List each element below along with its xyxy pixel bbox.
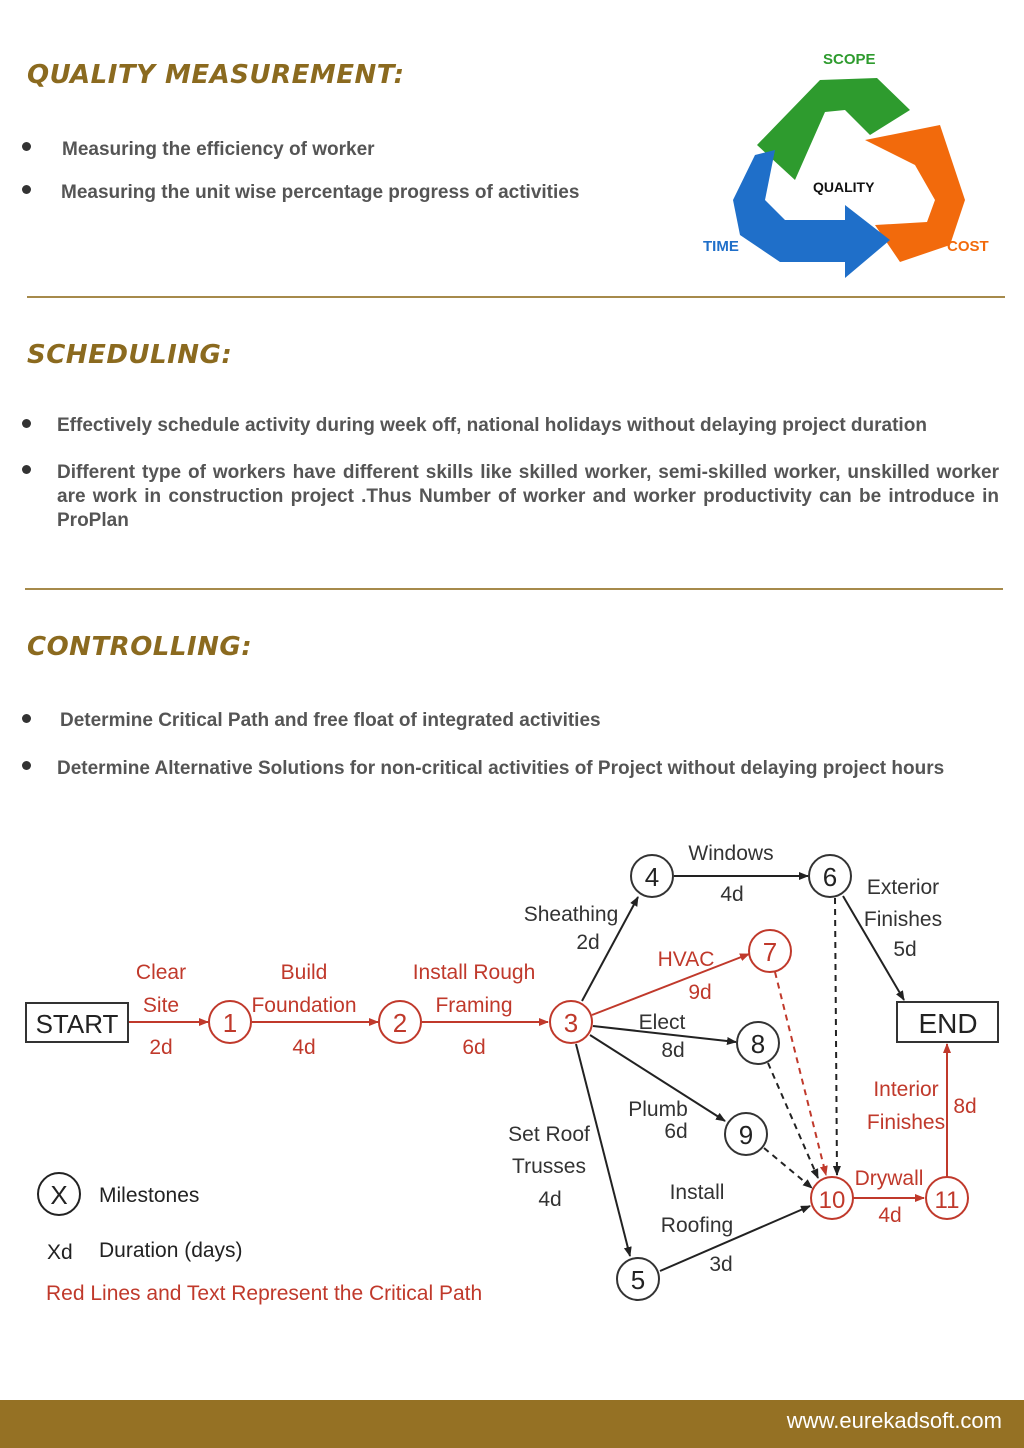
divider <box>25 588 1003 590</box>
controlling-bullet-2: Determine Alternative Solutions for non-critical activities of Project without delaying project hours <box>57 758 945 779</box>
activity-elect-name: Elect <box>638 1011 686 1034</box>
milestone-label: 9 <box>738 1120 754 1150</box>
milestone-1 <box>209 1001 251 1043</box>
critical-path-network-diagram <box>0 820 1024 1380</box>
milestone-8 <box>737 1022 779 1064</box>
activity-plumb-duration: 6d <box>664 1120 688 1143</box>
end-label: END <box>918 1008 978 1039</box>
milestone-3 <box>550 1001 592 1043</box>
bullet-dot <box>22 465 31 474</box>
milestone-4 <box>631 855 673 897</box>
controlling-heading: CONTROLLING: <box>27 632 253 662</box>
bullet-dot <box>22 185 31 194</box>
activity-drywall-duration: 4d <box>878 1204 902 1227</box>
activity-install-rough-framing-duration: 6d <box>462 1036 486 1059</box>
activity-set-roof-trusses-duration: 4d <box>538 1188 562 1211</box>
bullet-dot <box>22 142 31 151</box>
activity-sheathing-duration: 2d <box>576 931 600 954</box>
milestone-11 <box>926 1177 968 1219</box>
scheduling-bullet-2: Different type of workers have different skills like skilled worker, semi-skilled worker, unskilled worker are work in construction project .Thus Number of worker and worker productivity can be introduce in ProPlan <box>57 462 999 531</box>
scheduling-bullet-1: Effectively schedule activity during week off, national holidays without delaying project duration <box>57 415 927 436</box>
activity-exterior-finishes-name-2: Finishes <box>863 908 943 931</box>
activity-windows-name: Windows <box>688 842 774 865</box>
activity-exterior-finishes-duration: 5d <box>893 938 917 961</box>
activity-interior-finishes-duration: 8d <box>953 1095 977 1118</box>
controlling-bullet-1: Determine Critical Path and free float of integrated activities <box>60 710 601 731</box>
activity-install-rough-framing-name-2: Framing <box>435 994 513 1017</box>
activity-install-rough-framing-name-1: Install Rough <box>412 961 536 984</box>
legend-critical-note: Red Lines and Text Represent the Critical Path <box>46 1282 483 1305</box>
activity-interior-finishes-name-1: Interior <box>873 1078 939 1101</box>
activity-windows-duration: 4d <box>720 883 744 906</box>
bullet-dot <box>22 419 31 428</box>
activity-hvac-name: HVAC <box>657 948 715 971</box>
cost-label: COST <box>947 238 989 255</box>
activity-set-roof-trusses-name-1: Set Roof <box>508 1123 590 1146</box>
quality-bullet-2: Measuring the unit wise percentage progress of activities <box>61 182 580 203</box>
milestone-label: 2 <box>392 1008 408 1038</box>
milestone-6 <box>809 855 851 897</box>
milestone-7 <box>749 930 791 972</box>
activity-interior-finishes-name-2: Finishes <box>866 1111 946 1134</box>
activity-build-foundation-duration: 4d <box>292 1036 316 1059</box>
edge-6-10-dashed <box>835 898 837 1175</box>
scope-arrow <box>757 78 910 180</box>
time-label: TIME <box>703 238 739 255</box>
activity-install-roofing-duration: 3d <box>709 1253 733 1276</box>
milestone-label: 1 <box>222 1008 238 1038</box>
activity-build-foundation-name-1: Build <box>280 961 328 984</box>
activity-clear-site-duration: 2d <box>149 1036 173 1059</box>
start-label: START <box>35 1009 119 1039</box>
divider <box>27 296 1005 298</box>
milestone-label: 4 <box>644 862 660 892</box>
activity-exterior-finishes-name-1: Exterior <box>866 876 940 899</box>
quality-bullet-1: Measuring the efficiency of worker <box>62 139 375 160</box>
quality-label: QUALITY <box>813 179 875 195</box>
activity-sheathing-name: Sheathing <box>523 903 619 926</box>
milestone-label: 7 <box>762 937 778 967</box>
milestone-9 <box>725 1113 767 1155</box>
milestone-label: 8 <box>750 1029 766 1059</box>
milestone-label: 3 <box>563 1008 579 1038</box>
activity-install-roofing-name-2: Roofing <box>660 1214 734 1237</box>
bullet-dot <box>22 761 31 770</box>
scope-label: SCOPE <box>823 51 876 68</box>
activity-hvac-duration: 9d <box>688 981 712 1004</box>
activity-plumb-name: Plumb <box>628 1098 688 1121</box>
footer-bar <box>0 1400 1024 1448</box>
footer-url-link[interactable]: www.eurekadsoft.com <box>786 1408 1002 1433</box>
milestone-label: 10 <box>818 1187 846 1214</box>
legend-duration-label: Duration (days) <box>99 1239 243 1262</box>
legend-milestone-symbol: X <box>50 1180 68 1210</box>
activity-install-roofing-name-1: Install <box>669 1181 725 1204</box>
milestone-label: 11 <box>934 1187 960 1214</box>
scope-quality-cost-time-icon <box>695 40 1005 290</box>
quality-heading: QUALITY MEASUREMENT: <box>27 60 405 90</box>
edge-3-5 <box>576 1044 630 1256</box>
milestone-10 <box>811 1177 853 1219</box>
time-arrow <box>733 150 890 278</box>
milestone-2 <box>379 1001 421 1043</box>
activity-build-foundation-name-2: Foundation <box>251 994 357 1017</box>
scheduling-heading: SCHEDULING: <box>27 340 233 370</box>
legend <box>38 1173 482 1305</box>
bullet-dot <box>22 714 31 723</box>
milestone-label: 6 <box>822 862 838 892</box>
edge-7-10-dashed <box>775 972 826 1175</box>
activity-clear-site-name-2: Site <box>142 994 180 1017</box>
legend-duration-symbol: Xd <box>47 1241 73 1264</box>
milestone-label: 5 <box>630 1265 646 1295</box>
edge-8-10-dashed <box>768 1063 818 1178</box>
activity-elect-duration: 8d <box>661 1039 685 1062</box>
edge-9-10-dashed <box>764 1148 812 1188</box>
legend-milestone-label: Milestones <box>99 1184 200 1207</box>
milestone-5 <box>617 1258 659 1300</box>
activity-set-roof-trusses-name-2: Trusses <box>512 1155 586 1178</box>
activity-clear-site-name-1: Clear <box>135 961 187 984</box>
activity-drywall-name: Drywall <box>854 1167 924 1190</box>
